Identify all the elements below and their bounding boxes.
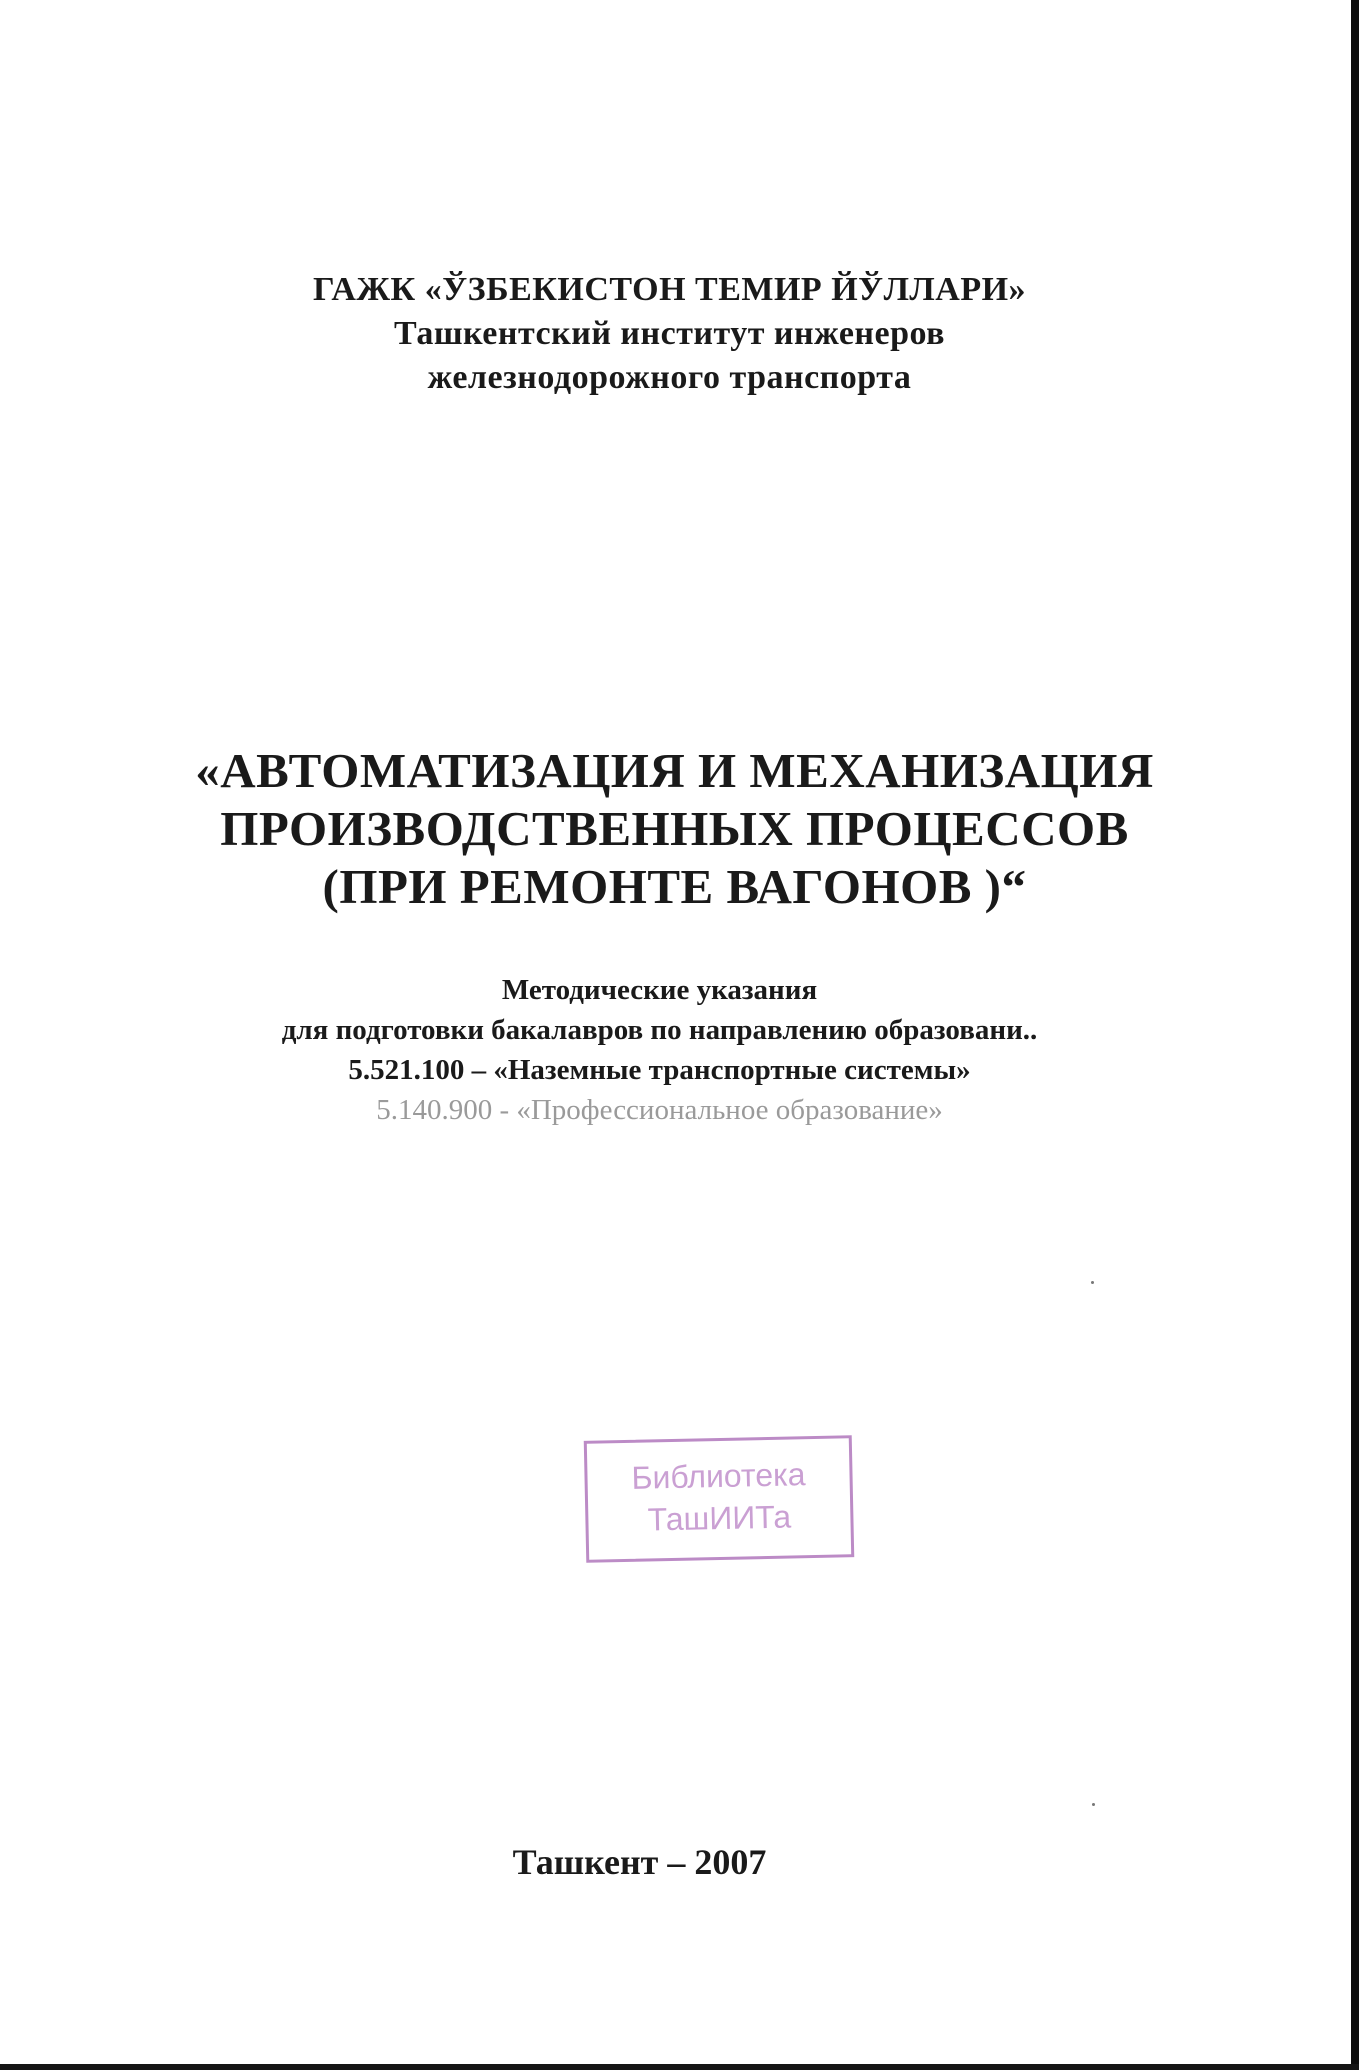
header-line: железнодорожного транспорта xyxy=(427,359,912,396)
institution-header xyxy=(0,268,1349,400)
scan-edge-bottom xyxy=(0,2064,1359,2070)
subtitle-line: 5.521.100 – «Наземные транспортные системы» xyxy=(348,1054,971,1086)
scan-edge-right xyxy=(1351,0,1359,2070)
subtitle-line: Методические указания xyxy=(501,974,818,1006)
header-line: ГАЖК «ЎЗБЕКИСТОН ТЕМИР ЙЎЛЛАРИ» xyxy=(312,271,1027,308)
place-and-year xyxy=(0,1840,1319,1884)
title-line: (ПРИ РЕМОНТЕ ВАГОНОВ )“ xyxy=(322,859,1027,914)
stamp-line: Библиотека xyxy=(631,1456,806,1496)
document-subtitle xyxy=(0,970,1339,1130)
stamp-line: ТашИИТа xyxy=(647,1498,792,1538)
title-line: «АВТОМАТИЗАЦИЯ И МЕХАНИЗАЦИЯ xyxy=(195,743,1154,798)
footer-line: Ташкент – 2007 xyxy=(512,1842,767,1882)
library-stamp xyxy=(584,1435,854,1563)
title-line: ПРОИЗВОДСТВЕННЫХ ПРОЦЕССОВ xyxy=(220,801,1129,856)
dust-speck xyxy=(1091,1281,1094,1284)
document-title xyxy=(0,742,1354,916)
subtitle-line-faded: 5.140.900 - «Профессиональное образование» xyxy=(376,1094,943,1126)
subtitle-line: для подготовки бакалавров по направлению образовани.. xyxy=(281,1014,1038,1046)
header-line: Ташкентский институт инженеров xyxy=(393,315,946,352)
dust-speck xyxy=(1092,1803,1095,1806)
